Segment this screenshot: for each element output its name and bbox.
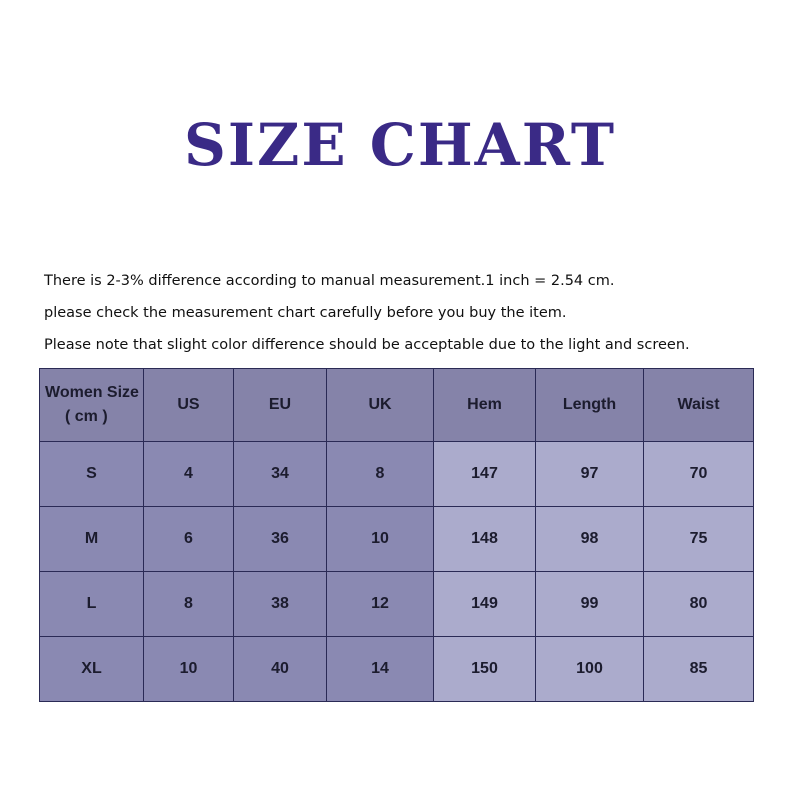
cell-size: M bbox=[40, 507, 144, 572]
size-table bbox=[39, 368, 754, 702]
column-header-eu: EU bbox=[234, 369, 327, 442]
notes-section bbox=[44, 270, 784, 366]
cell-uk: 8 bbox=[327, 442, 434, 507]
table-header-row bbox=[40, 369, 754, 442]
cell-us: 6 bbox=[144, 507, 234, 572]
column-header-hem: Hem bbox=[434, 369, 536, 442]
cell-hem: 147 bbox=[434, 442, 536, 507]
cell-waist: 75 bbox=[644, 507, 754, 572]
cell-size: S bbox=[40, 442, 144, 507]
cell-us: 10 bbox=[144, 637, 234, 702]
cell-uk: 10 bbox=[327, 507, 434, 572]
note-check-chart: please check the measurement chart carefully before you buy the item. bbox=[44, 305, 567, 321]
cell-hem: 149 bbox=[434, 572, 536, 637]
cell-us: 8 bbox=[144, 572, 234, 637]
column-header-women-size-label: Women Size bbox=[45, 384, 139, 401]
cell-length: 100 bbox=[536, 637, 644, 702]
column-header-unit-label: ( cm ) bbox=[65, 408, 108, 425]
cell-hem: 150 bbox=[434, 637, 536, 702]
cell-waist: 70 bbox=[644, 442, 754, 507]
table-row bbox=[40, 442, 754, 507]
cell-eu: 40 bbox=[234, 637, 327, 702]
cell-size: XL bbox=[40, 637, 144, 702]
table-row bbox=[40, 637, 754, 702]
cell-uk: 12 bbox=[327, 572, 434, 637]
column-header-uk: UK bbox=[327, 369, 434, 442]
cell-waist: 85 bbox=[644, 637, 754, 702]
cell-length: 97 bbox=[536, 442, 644, 507]
cell-eu: 38 bbox=[234, 572, 327, 637]
cell-length: 98 bbox=[536, 507, 644, 572]
column-header-waist: Waist bbox=[644, 369, 754, 442]
cell-us: 4 bbox=[144, 442, 234, 507]
column-header-us: US bbox=[144, 369, 234, 442]
cell-hem: 148 bbox=[434, 507, 536, 572]
table-row bbox=[40, 507, 754, 572]
note-color-difference: Please note that slight color difference should be acceptable due to the light and screen. bbox=[44, 337, 690, 353]
table-row bbox=[40, 572, 754, 637]
cell-eu: 36 bbox=[234, 507, 327, 572]
cell-uk: 14 bbox=[327, 637, 434, 702]
page-title: SIZE CHART bbox=[183, 111, 617, 179]
cell-waist: 80 bbox=[644, 572, 754, 637]
cell-size: L bbox=[40, 572, 144, 637]
note-measurement-difference: There is 2-3% difference according to manual measurement.1 inch = 2.54 cm. bbox=[44, 273, 615, 289]
cell-length: 99 bbox=[536, 572, 644, 637]
column-header-women-size bbox=[40, 369, 144, 442]
cell-eu: 34 bbox=[234, 442, 327, 507]
column-header-length: Length bbox=[536, 369, 644, 442]
